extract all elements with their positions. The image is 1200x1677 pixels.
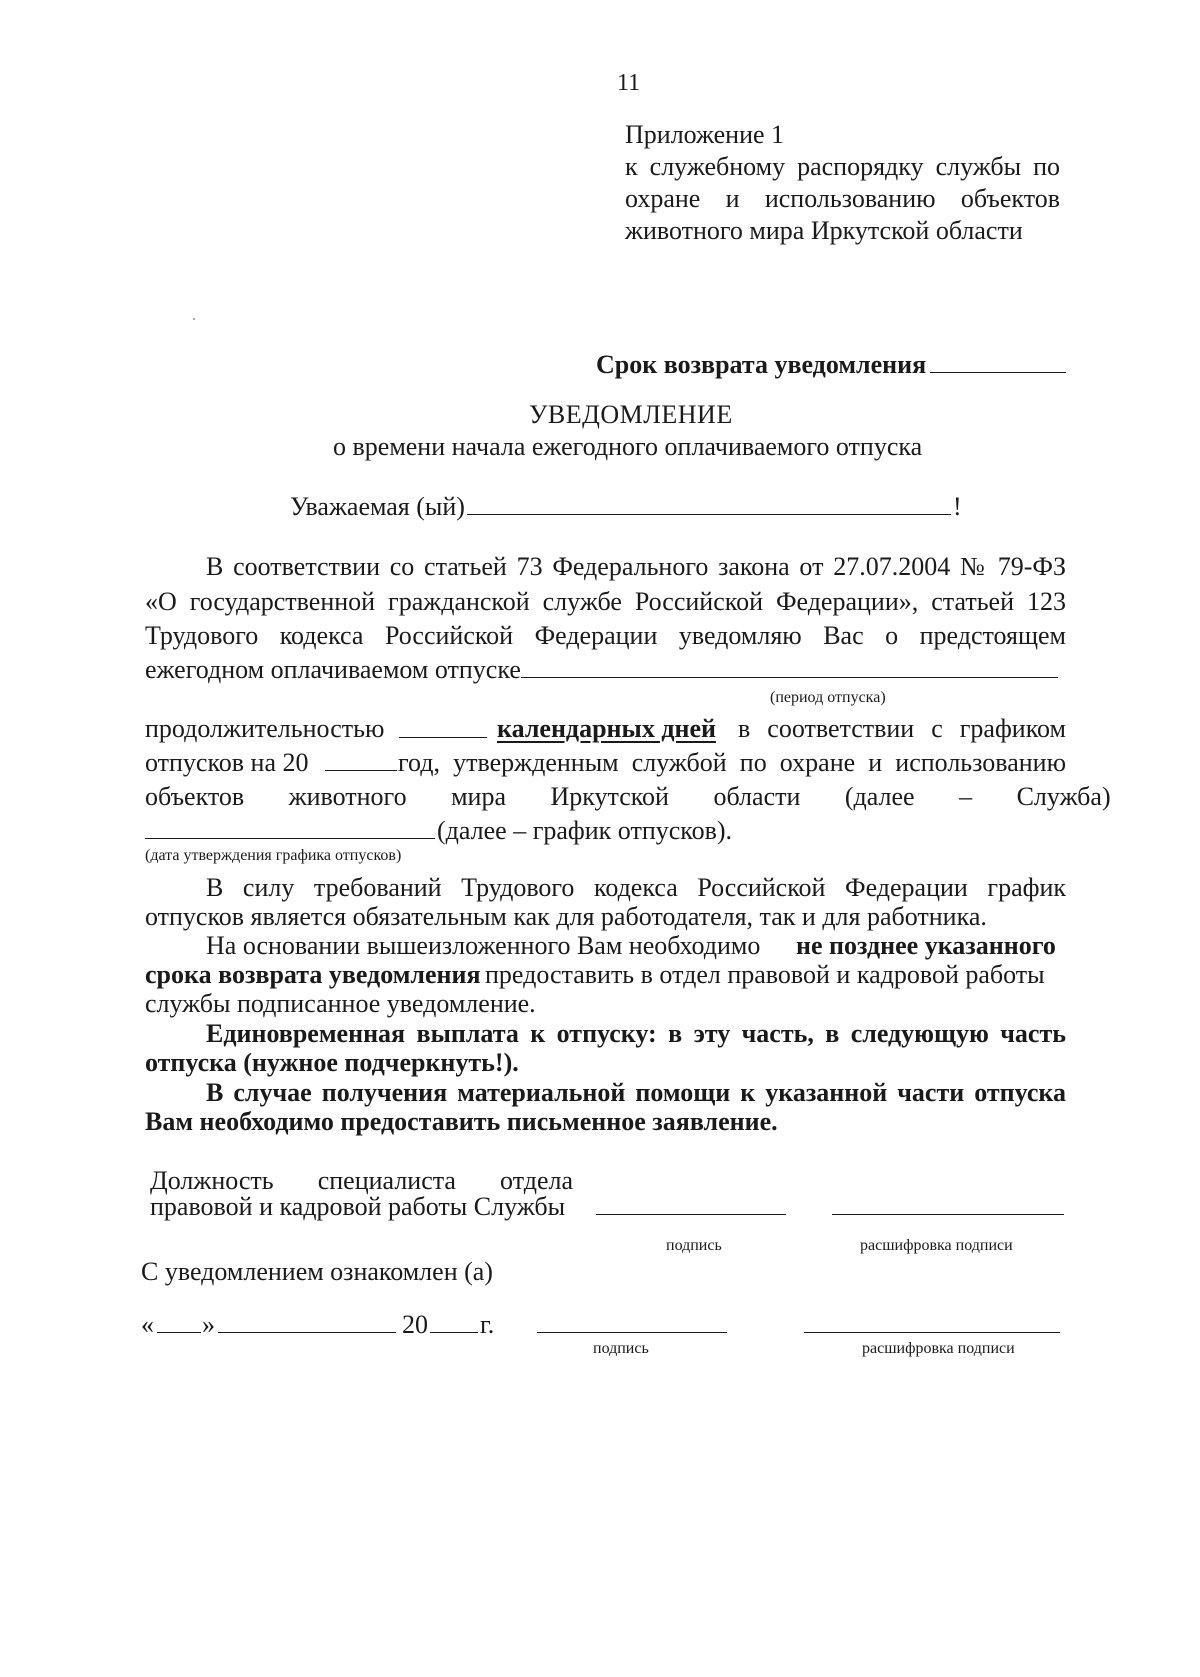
schedule-date-blank[interactable] [145, 838, 435, 839]
para1-line: «О государственной гражданской службе Российской Федерации», статьей 123 [145, 587, 1066, 616]
date-open-quote: « [141, 1310, 154, 1339]
para5-line: В случае получения материальной помощи к указанной части отпуска [206, 1078, 1066, 1107]
salutation-end: ! [953, 492, 962, 521]
salutation-label: Уважаемая (ый) [290, 492, 465, 521]
appendix-line: животного мира Иркутской области [625, 216, 1023, 245]
year-suffix-blank[interactable] [430, 1332, 478, 1333]
appendix-title: Приложение 1 [625, 120, 785, 149]
acknowledged-label: С уведомлением ознакомлен (а) [141, 1257, 493, 1286]
para2-line: отпусков является обязательным как для работодателя, так и для работника. [145, 902, 987, 931]
para1-year-label: отпусков на 20 [145, 748, 309, 777]
leave-period-hint: (период отпуска) [770, 689, 886, 706]
scan-speck [193, 318, 195, 320]
year-suffix: г. [480, 1310, 495, 1339]
year-prefix: 20 [402, 1310, 428, 1339]
para1-line: Трудового кодекса Российской Федерации уведомляю Вас о предстоящем [145, 621, 1066, 650]
para1-line: В соответствии со статьей 73 Федерального закона от 27.07.2004 № 79-ФЗ [206, 552, 1066, 581]
para4-line: Единовременная выплата к отпуску: в эту часть, в следующую часть [206, 1019, 1066, 1048]
employee-signature-blank[interactable] [537, 1332, 727, 1333]
year-blank[interactable] [325, 770, 397, 771]
appendix-line: к служебному распорядку службы по [625, 152, 1060, 181]
position-title-line: правовой и кадровой работы Службы [150, 1192, 566, 1221]
decoding-hint: расшифровка подписи [862, 1340, 1015, 1357]
duration-days-blank[interactable] [399, 737, 487, 738]
specialist-decoding-blank[interactable] [832, 1214, 1064, 1215]
para1-line: ежегодном оплачиваемом отпуске [145, 655, 521, 684]
recipient-name-blank[interactable] [467, 514, 951, 515]
day-blank[interactable] [157, 1332, 201, 1333]
para4-line: отпуска (нужное подчеркнуть!). [145, 1048, 519, 1077]
page-subtitle: о времени начала ежегодного оплачиваемого отпуска [333, 432, 923, 461]
month-blank[interactable] [218, 1332, 396, 1333]
calendar-days-label: календарных дней [497, 714, 716, 743]
deadline-blank[interactable] [930, 372, 1066, 373]
para3-bold: не позднее указанного [796, 931, 1056, 960]
signature-hint: подпись [666, 1237, 722, 1254]
para3-line: На основании вышеизложенного Вам необходимо [206, 931, 761, 960]
para1-line: объектов животного мира Иркутской области (далее – Служба) [145, 782, 1111, 811]
date-close-quote: » [202, 1310, 215, 1339]
para3-bold: срока возврата уведомления [145, 960, 481, 989]
para1-duration-label: продолжительностью [145, 714, 385, 743]
para3-line: службы подписанное уведомление. [145, 989, 536, 1018]
para5-line: Вам необходимо предоставить письменное заявление. [145, 1107, 778, 1136]
decoding-hint: расшифровка подписи [860, 1237, 1013, 1254]
specialist-signature-blank[interactable] [596, 1214, 786, 1215]
employee-decoding-blank[interactable] [804, 1332, 1060, 1333]
appendix-line: охране и использованию объектов [625, 184, 1060, 213]
page-title: УВЕДОМЛЕНИЕ [529, 400, 733, 429]
para3-line: предоставить в отдел правовой и кадровой работы [485, 960, 1045, 989]
position-title-line: Должность специалиста отдела [150, 1166, 573, 1195]
deadline-label: Срок возврата уведомления [596, 350, 927, 379]
para1-line: в соответствии с графиком [738, 714, 1066, 743]
schedule-date-hint: (дата утверждения графика отпусков) [145, 847, 402, 864]
para2-line: В силу требований Трудового кодекса Российской Федерации график [206, 873, 1066, 902]
signature-hint: подпись [593, 1340, 649, 1357]
para1-line: год, утвержденным службой по охране и использованию [398, 748, 1066, 777]
page-number: 11 [617, 70, 641, 96]
leave-period-blank[interactable] [521, 677, 1058, 678]
para1-line: (далее – график отпусков). [437, 816, 733, 845]
